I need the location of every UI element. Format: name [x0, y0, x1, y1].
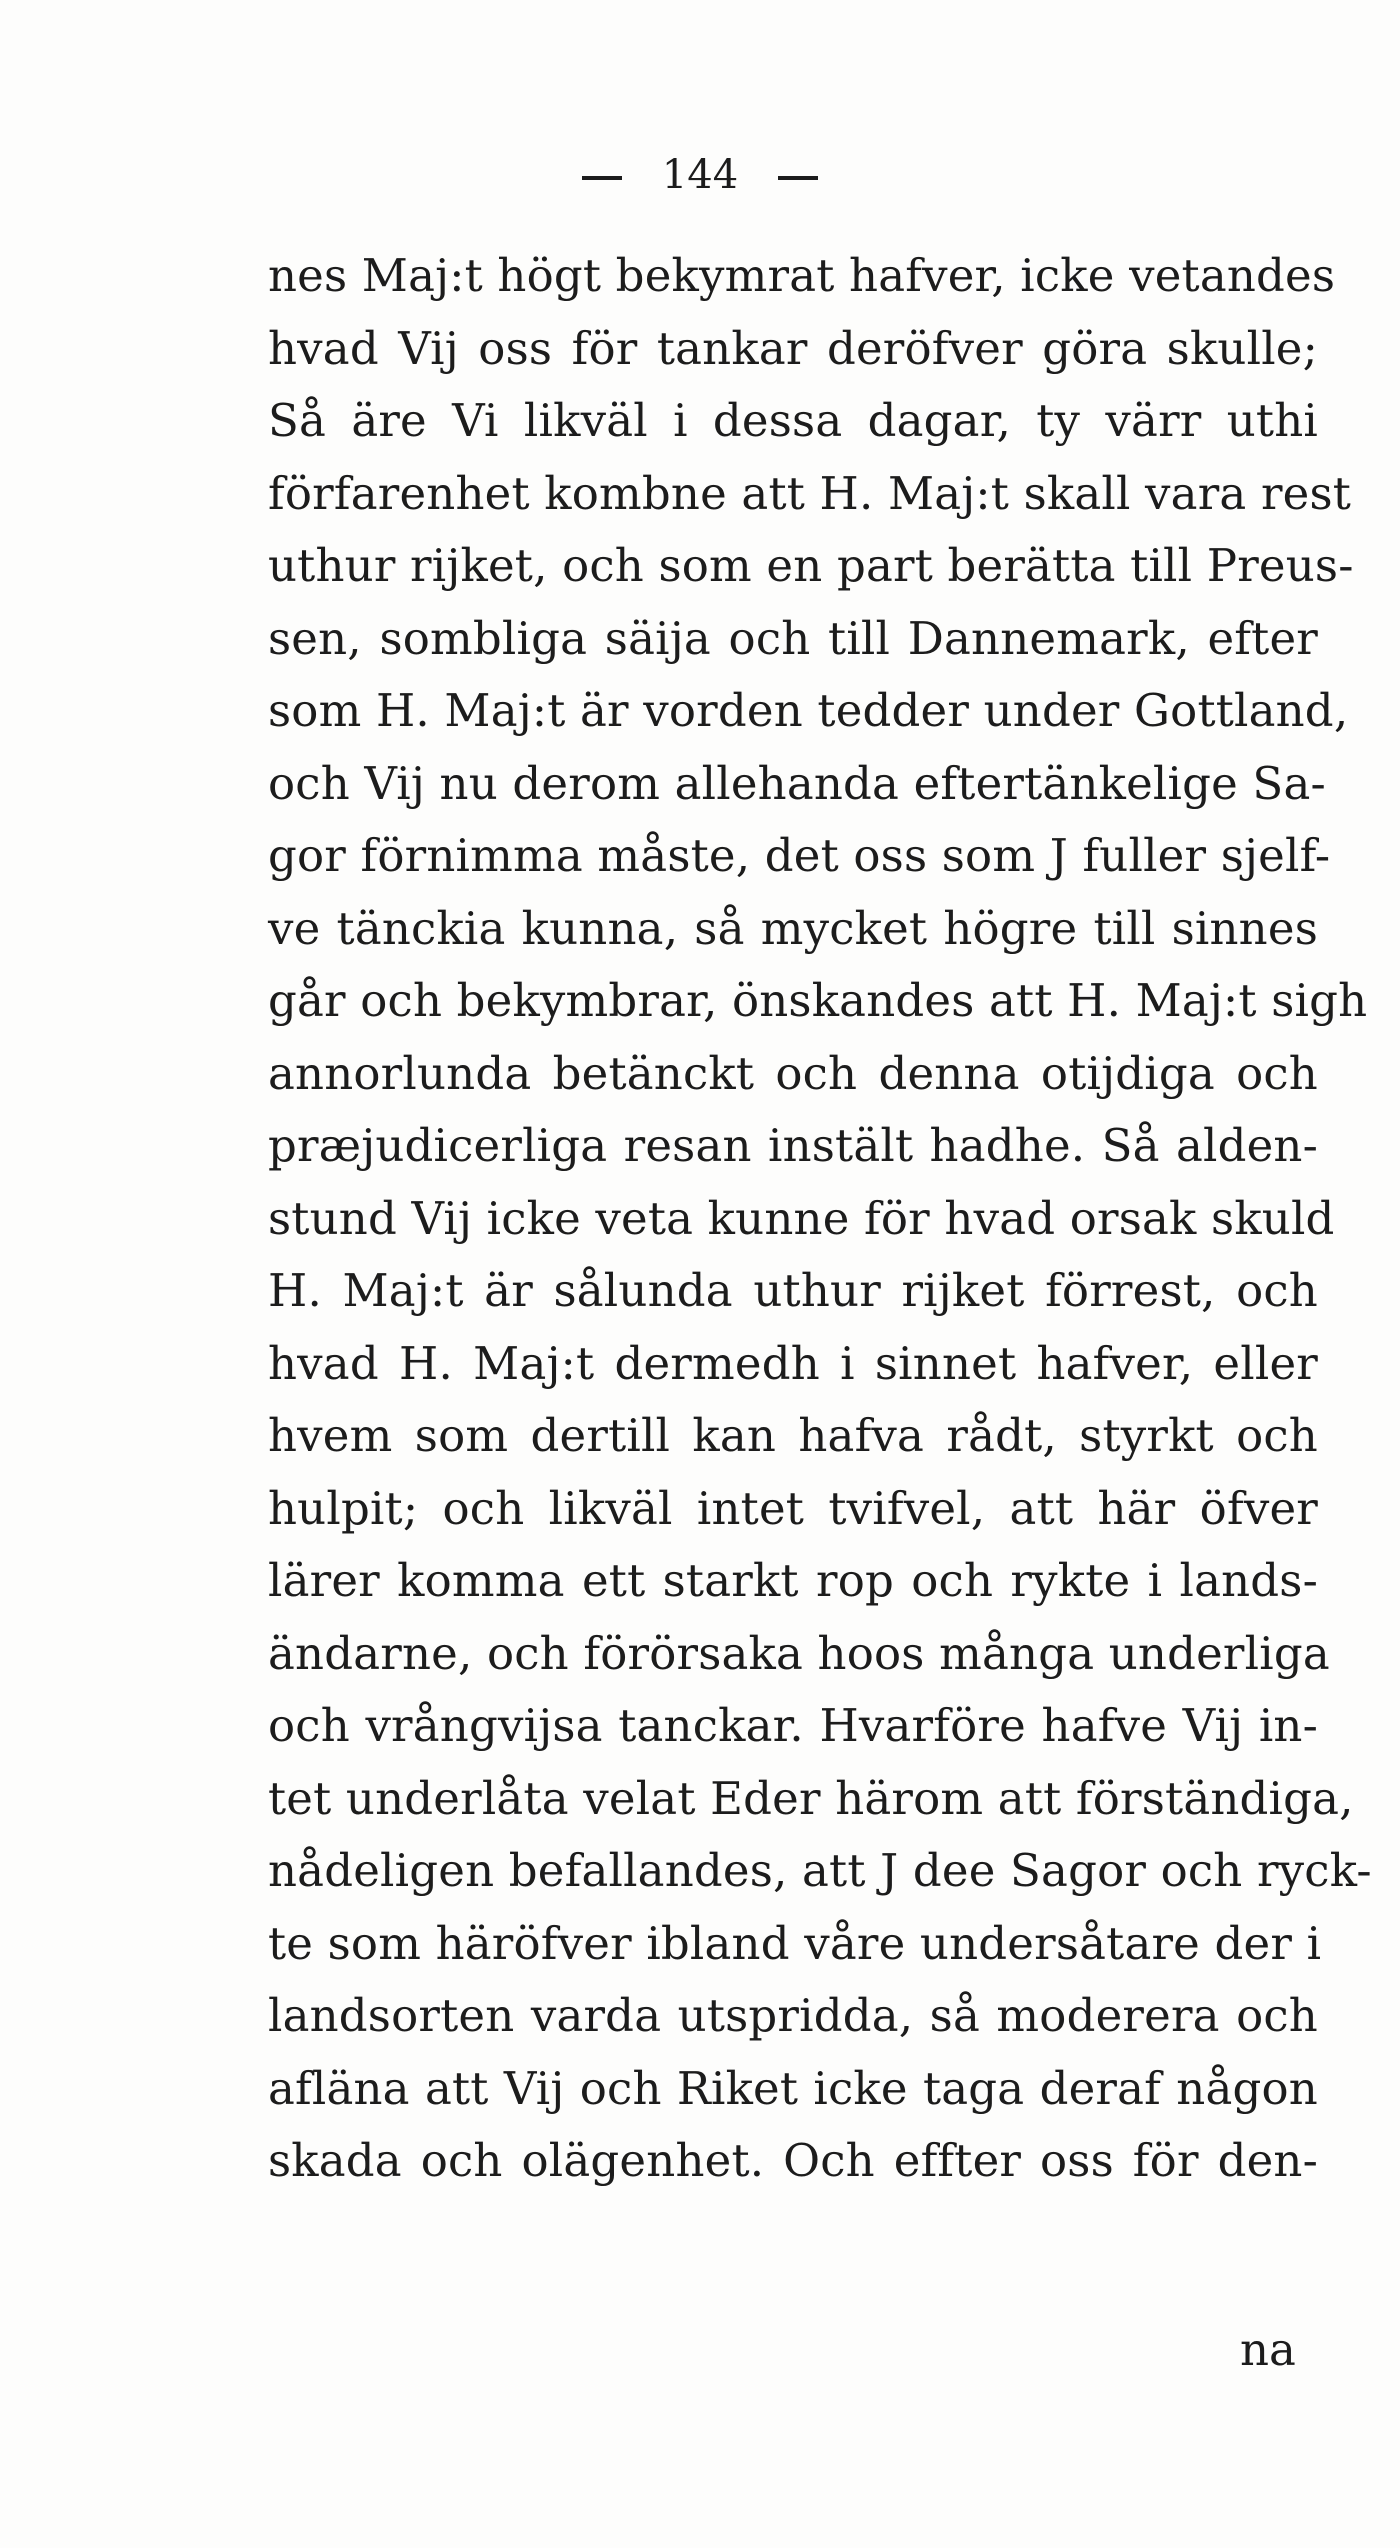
text-line: annorlunda betänckt och denna otijdiga och [268, 1046, 1318, 1100]
text-line: hvem som dertill kan hafva rådt, styrkt och [268, 1409, 1318, 1462]
text-line: te som häröfver ibland våre undersåtare der i [268, 1916, 1322, 1970]
text-line: afläna att Vij och Riket icke taga deraf någon [268, 2061, 1318, 2115]
text-line: går och bekymbrar, önskandes att H. Maj:t sigh [268, 974, 1368, 1027]
text-line: nådeligen befallandes, att J dee Sagor och ryck- [268, 1844, 1372, 1897]
text-line: lärer komma ett starkt rop och rykte i lands- [268, 1554, 1318, 1607]
catchword: na [1240, 2323, 1296, 2376]
text-line: hulpit; och likväl intet tvifvel, att här öfver [268, 1481, 1318, 1535]
page-number: 144 [661, 152, 739, 198]
page-header [0, 150, 1400, 200]
text-line: præjudicerliga resan instält hadhe. Så alden- [268, 1119, 1318, 1172]
header-dash-right [778, 176, 818, 180]
text-line: hvad H. Maj:t dermedh i sinnet hafver, eller [268, 1336, 1318, 1390]
text-line: landsorten varda utspridda, så moderera och [268, 1989, 1318, 2042]
text-line: ve tänckia kunna, så mycket högre till sinnes [268, 901, 1318, 955]
text-line: sen, sombliga säija och till Dannemark, efter [268, 611, 1318, 665]
text-line: gor förnimma måste, det oss som J fuller sjelf- [268, 829, 1331, 882]
text-line: hvad Vij oss för tankar deröfver göra skulle; [268, 321, 1318, 375]
text-line: ändarne, och förörsaka hoos många underliga [268, 1626, 1330, 1680]
text-line: som H. Maj:t är vorden tedder under Gottland, [268, 684, 1349, 737]
text-line: förfarenhet kombne att H. Maj:t skall vara rest [268, 466, 1352, 520]
text-line: H. Maj:t är sålunda uthur rijket förrest, och [268, 1264, 1318, 1317]
text-line: och vrångvijsa tanckar. Hvarföre hafve Vij in- [268, 1699, 1318, 1752]
header-dash-left [582, 176, 622, 180]
text-line: uthur rijket, och som en part berätta till Preus- [268, 539, 1354, 592]
text-line: tet underlåta velat Eder härom att förständiga, [268, 1771, 1354, 1825]
text-line: och Vij nu derom allehanda eftertänkelige Sa- [268, 756, 1326, 810]
text-line: stund Vij icke veta kunne för hvad orsak skuld [268, 1191, 1335, 1245]
text-line: Så äre Vi likväl i dessa dagar, ty värr uthi [268, 394, 1318, 447]
text-line: nes Maj:t högt bekymrat hafver, icke vetandes [268, 249, 1336, 302]
text-line: skada och olägenhet. Och effter oss för den- [268, 2134, 1318, 2187]
body-text [268, 240, 1372, 2198]
